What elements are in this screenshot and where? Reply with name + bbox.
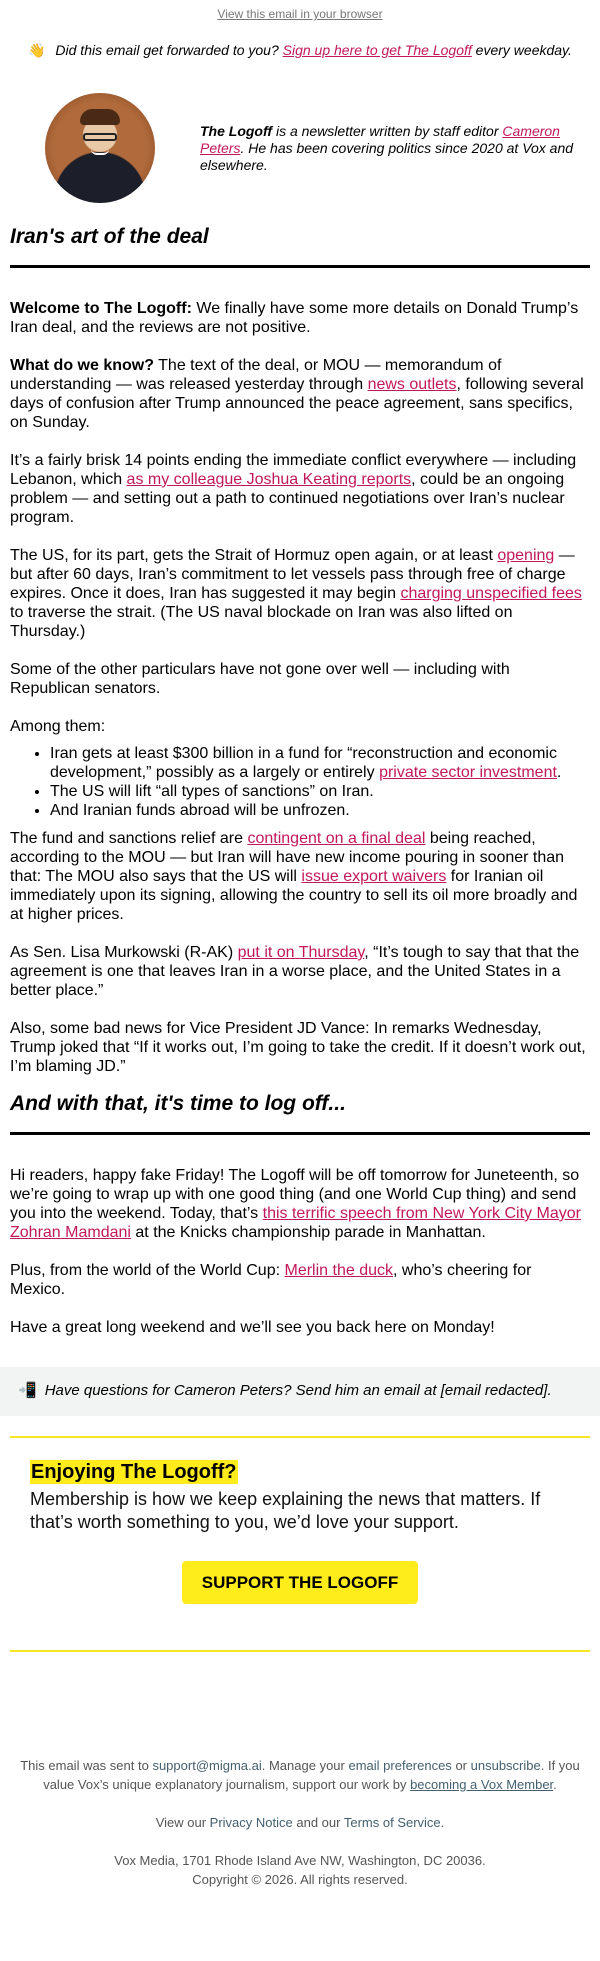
private-investment-link[interactable]: private sector investment: [379, 764, 557, 781]
hormuz-paragraph: [10, 546, 590, 641]
welcome-paragraph: [10, 299, 590, 337]
view-in-browser-link[interactable]: View this email in your browser: [217, 7, 383, 21]
footer-text: View our: [155, 1815, 207, 1830]
divider: [10, 265, 590, 268]
worldcup-text-end: , who’s cheering for Mexico.: [10, 1262, 532, 1298]
support-button[interactable]: SUPPORT THE LOGOFF: [182, 1561, 418, 1604]
know-lead: What do we know?: [10, 357, 154, 374]
editor-link[interactable]: Cameron Peters: [200, 123, 560, 156]
footer-text: .: [440, 1815, 445, 1830]
article-title: Iran's art of the deal: [10, 225, 209, 248]
copyright-text: Copyright © 2026. All rights reserved.: [192, 1872, 408, 1887]
welcome-lead: Welcome to The Logoff:: [10, 300, 192, 317]
unsubscribe-link[interactable]: unsubscribe: [470, 1758, 541, 1773]
worldcup-paragraph: [10, 1261, 590, 1299]
hormuz-text-end: to traverse the strait. (The US naval blockade on Iran was also lifted on Thursday.): [10, 604, 513, 640]
footer: [0, 1652, 600, 1889]
address-text: Vox Media, 1701 Rhode Island Ave NW, Washington, DC 20036.: [114, 1853, 486, 1868]
footer-legal: [20, 1813, 580, 1832]
fund-text-mid: being reached, according to the MOU — but Iran will have new income pouring in sooner than that: The MOU also says that the US will: [10, 830, 565, 885]
support-message: Membership is how we keep explaining the news that matters. If that’s worth something to you, we’d love your support.: [30, 1489, 541, 1532]
logoff-text-end: at the Knicks championship parade in Manhattan.: [135, 1224, 486, 1241]
privacy-link[interactable]: Privacy Notice: [209, 1815, 293, 1830]
final-deal-link[interactable]: contingent on a final deal: [247, 830, 426, 847]
mamdani-link[interactable]: this terrific speech from New York City Mayor Zohran Mamdani: [10, 1205, 581, 1241]
vance-paragraph: Also, some bad news for Vice President JD Vance: In remarks Wednesday, Trump joked that “If it works out, I’m going to take the credit. If it doesn’t work out, I’m blaming JD.”: [10, 1020, 586, 1075]
welcome-text: We finally have some more details on Donald Trump’s Iran deal, and the reviews are not positive.: [10, 300, 579, 336]
keating-link[interactable]: as my colleague Joshua Keating reports: [126, 471, 412, 488]
logoff-title: And with that, it's time to log off...: [10, 1092, 346, 1115]
fund-paragraph: [10, 829, 590, 924]
fund-text: The fund and sanctions relief are: [10, 830, 244, 847]
footer-text: or: [455, 1758, 467, 1773]
bio-text: is a newsletter written by staff editor: [275, 123, 499, 139]
logoff-body: [0, 1166, 600, 1337]
know-text: The text of the deal, or MOU — memorandum of understanding — was released yesterday through: [10, 357, 502, 393]
waivers-link[interactable]: issue export waivers: [301, 868, 447, 885]
bullet-end: .: [556, 764, 562, 781]
divider: [10, 1132, 590, 1135]
phone-icon: 📲: [18, 1382, 37, 1399]
footer-text: .: [553, 1777, 557, 1792]
questions-text: Have questions for Cameron Peters? Send him an email at [email redacted].: [44, 1382, 552, 1399]
hormuz-text-mid: — but after 60 days, Iran’s commitment to let vessels pass through free of charge expires. Once it does, Iran has suggested it may begin: [10, 547, 575, 602]
merlin-link[interactable]: Merlin the duck: [284, 1262, 393, 1279]
author-avatar: [45, 93, 155, 203]
forwarded-text: Did this email get forwarded to you?: [55, 42, 279, 58]
brisk-text-end: , could be an ongoing problem — and setting out a path to continued negotiations over Iran’s nuclear program.: [10, 471, 565, 526]
list-item: • And Iranian funds abroad will be unfrozen.: [50, 801, 590, 820]
opening-link[interactable]: opening: [497, 547, 555, 564]
article-body: [0, 299, 600, 1076]
wave-icon: 👋: [28, 42, 46, 58]
footer-text: and our: [296, 1815, 341, 1830]
know-text-end: , following several days of confusion after Trump announced the peace agreement, sans specifics, on Sunday.: [10, 376, 584, 431]
worldcup-text: Plus, from the world of the World Cup:: [10, 1262, 281, 1279]
list-item: • The US will lift “all types of sanctions” on Iran.: [50, 782, 590, 801]
brisk-paragraph: [10, 451, 590, 527]
murkowski-link[interactable]: put it on Thursday: [237, 944, 365, 961]
bio-text-end: . He has been covering politics since 2020 at Vox and elsewhere.: [200, 140, 574, 173]
murk-text-end: , “It’s tough to say that that the agreement is one that leaves Iran in a worse place, and the United States in a better place.”: [10, 944, 580, 999]
questions-banner: [0, 1367, 600, 1416]
logoff-paragraph: [10, 1166, 590, 1242]
view-in-browser-bar: [0, 0, 600, 30]
hormuz-text: The US, for its part, gets the Strait of Hormuz open again, or at least: [10, 547, 493, 564]
news-outlets-link[interactable]: news outlets: [367, 376, 457, 393]
footer-address: [20, 1851, 580, 1889]
author-bio: [200, 123, 580, 174]
support-heading: Enjoying The Logoff?: [31, 1461, 237, 1483]
email-preferences-link[interactable]: email preferences: [348, 1758, 452, 1773]
terms-link[interactable]: Terms of Service: [343, 1815, 441, 1830]
forwarded-suffix: every weekday.: [475, 42, 572, 58]
newsletter-name: The Logoff: [200, 123, 273, 139]
murk-text: As Sen. Lisa Murkowski (R-AK): [10, 944, 234, 961]
among-list: [10, 744, 590, 820]
footer-text: This email was sent to: [20, 1758, 149, 1773]
among-label: Among them:: [10, 718, 106, 735]
footer-sent: [20, 1756, 580, 1794]
support-box: [10, 1436, 590, 1652]
vox-member-link[interactable]: becoming a Vox Member: [410, 1777, 554, 1792]
logoff-text: Hi readers, happy fake Friday! The Logoff will be off tomorrow for Juneteenth, so we’re going to wrap up with one good thing (and one World Cup thing) and send you into the weekend. Today, that’s: [10, 1167, 580, 1222]
fees-link[interactable]: charging unspecified fees: [400, 585, 582, 602]
fund-text-end: for Iranian oil immediately upon its signing, allowing the country to sell its oil more broadly and at higher prices.: [10, 868, 578, 923]
footer-text: . If you value Vox’s unique explanatory journalism, support our work by: [43, 1758, 580, 1792]
bullet-text: Iran gets at least $300 billion in a fund for “reconstruction and economic development,” possibly as a largely or entirely: [50, 745, 557, 781]
murkowski-paragraph: [10, 943, 590, 1000]
signup-link[interactable]: Sign up here to get The Logoff: [282, 42, 472, 58]
footer-text: . Manage your: [261, 1758, 345, 1773]
brisk-text: It’s a fairly brisk 14 points ending the immediate conflict everywhere — including Lebanon, which: [10, 452, 577, 488]
particulars-paragraph: Some of the other particulars have not gone over well — including with Republican senators.: [10, 661, 510, 697]
signoff-paragraph: Have a great long weekend and we’ll see you back here on Monday!: [10, 1319, 495, 1336]
forwarded-banner: [0, 30, 600, 70]
know-paragraph: [10, 356, 590, 432]
list-item: [50, 744, 590, 782]
footer-email-link[interactable]: support@migma.ai: [152, 1758, 262, 1773]
author-section: [0, 70, 600, 215]
